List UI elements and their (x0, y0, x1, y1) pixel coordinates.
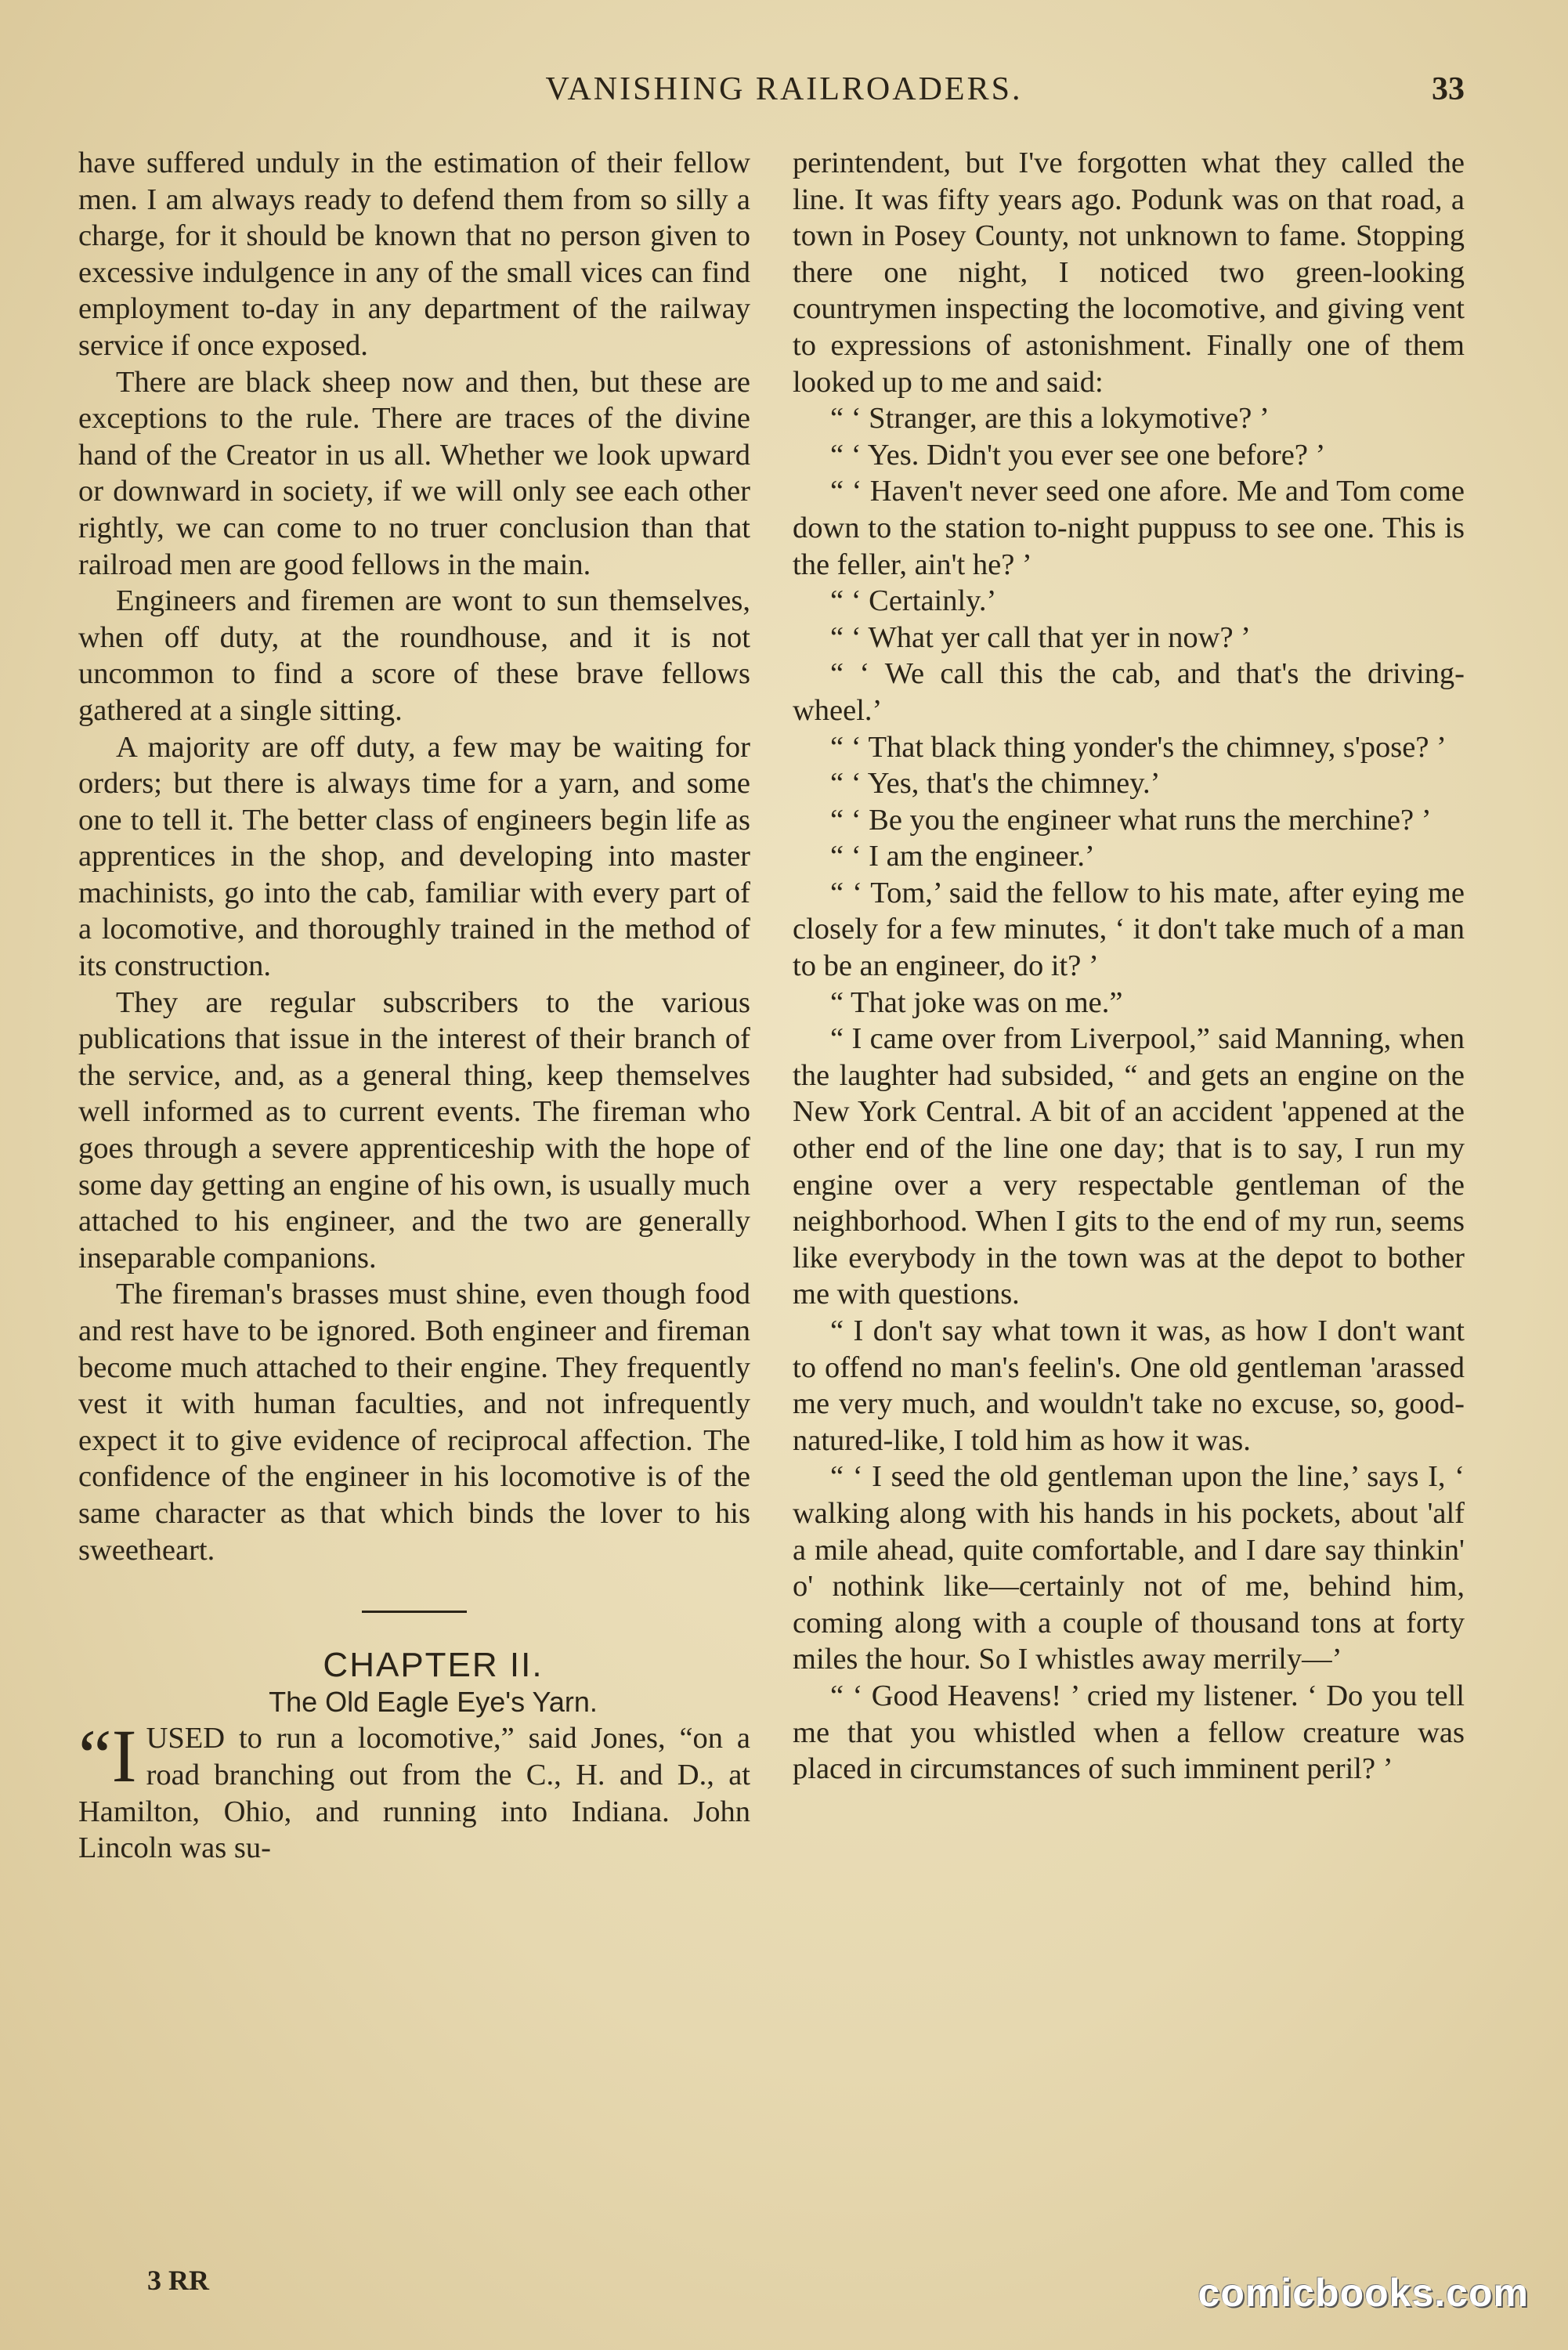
paragraph: A majority are off duty, a few may be waiting for orders; but there is always time for a yarn, and some one to tell it. The better class of engineers begin life as apprentices in the shop, and developing into master machinists, go into the cab, familiar with every part of a locomotive, and thoroughly trained in the method of its construction. (78, 730, 750, 983)
drop-cap-quote: “ (78, 1714, 112, 1799)
left-column (78, 145, 750, 1867)
paragraph: They are regular subscribers to the various publications that issue in the interest of their branch of the service, and, as a general thing, keep themselves well informed as to current events. The fireman who goes through a severe apprenticeship with the hope of some day getting an engine of his own, is usually much attached to his engineer, and the two are generally inseparable companions. (78, 985, 750, 1274)
paragraph: There are black sheep now and then, but these are exceptions to the rule. There are traces of the divine hand of the Creator in us all. Whether we look upward or downward in society, if we will only see each other rightly, we can come to no truer conclusion than that railroad men are good fellows in the main. (78, 365, 750, 581)
page-number: 33 (1432, 71, 1465, 107)
section-divider (362, 1611, 467, 1613)
paragraph: Engineers and firemen are wont to sun themselves, when off duty, at the roundhouse, and it is not uncommon to find a score of these brave fellows gathered at a single sitting. (78, 584, 750, 727)
dialogue-line: “ ‘ That black thing yonder's the chimney, s'pose? ’ (830, 730, 1447, 764)
chapter-heading: CHAPTER II. (323, 1646, 544, 1685)
paragraph: “ ‘ I seed the old gentleman upon the line,’ says I, ‘ walking along with his hands in his pockets, about 'alf a mile ahead, quite comfortable, and I dare say thinkin' o' nothink like—certainly not of me, behind him, coming along with a couple of thousand tons at forty miles the hour. So I whistles away merrily—’ (793, 1460, 1465, 1676)
signature-mark: 3 RR (147, 2265, 209, 2296)
paragraph: “ ‘ Good Heavens! ’ cried my listener. ‘ Do you tell me that you whistled when a fellow creature was placed in circumstances of such imminent peril? ’ (793, 1679, 1465, 1786)
dialogue-line: “ ‘ Tom,’ said the fellow to his mate, after eying me closely for a few minutes, ‘ it don't take much of a man to be an engineer, do it? ’ (793, 876, 1465, 983)
chapter-opening-paragraph (78, 1714, 750, 1866)
dialogue-line: “ ‘ Yes, that's the chimney.’ (830, 767, 1161, 801)
paragraph: perintendent, but I've forgotten what they called the line. It was fifty years ago. Podunk was on that road, a town in Posey County, not unknown to fame. Stopping there one night, I noticed two green-looking countrymen inspecting the locomotive, and giving vent to expressions of astonishment. Finally one of them looked up to me and said: (793, 146, 1465, 399)
dialogue-line: “ ‘ Be you the engineer what runs the merchine? ’ (830, 803, 1432, 837)
dialogue-line: “ ‘ We call this the cab, and that's the driving-wheel.’ (793, 657, 1465, 727)
opening-text: USED to run a locomotive,” said Jones, “on a road branching out from the C., H. and D., at Hamilton, Ohio, and running into Indiana. John Lincoln was su- (78, 1722, 750, 1865)
paragraph: The fireman's brasses must shine, even though food and rest have to be ignored. Both engineer and fireman become much attached to their engine. They frequently vest it with human faculties, and not infrequently expect it to give evidence of reciprocal affection. The confidence of the engineer in his locomotive is of the same character as that which binds the lover to his sweetheart. (78, 1278, 750, 1567)
drop-cap (78, 1714, 137, 1799)
page-header (0, 70, 1568, 118)
paragraph: “ I came over from Liverpool,” said Manning, when the laughter had subsided, “ and gets an engine on the New York Central. A bit of an accident 'appened at the other end of the line one day; that is to say, I run my engine over a very respectable gentleman of the neighborhood. When I gits to the end of my run, seems like everybody in the town was at the depot to bother me with questions. (793, 1022, 1465, 1311)
dialogue-line: “ ‘ Stranger, are this a lokymotive? ’ (830, 402, 1270, 436)
drop-cap-letter: I (111, 1714, 137, 1799)
paragraph: have suffered unduly in the estimation of their fellow men. I am always ready to defend them from so silly a charge, for it should be known that no person given to excessive indulgence in any of the small vices can find employment to-day in any department of the railway service if once exposed. (78, 146, 750, 362)
dialogue-line: “ ‘ Certainly.’ (830, 584, 997, 618)
dialogue-line: “ ‘ Haven't never seed one afore. Me and Tom come down to the station to-night puppuss to see one. This is the feller, ain't he? ’ (793, 475, 1465, 581)
dialogue-line: “ ‘ Yes. Didn't you ever see one before? ’ (830, 438, 1326, 472)
right-column (793, 145, 1465, 1788)
watermark: comicbooks.com (1198, 2271, 1529, 2315)
dialogue-line: “ ‘ I am the engineer.’ (830, 840, 1095, 873)
running-title: VANISHING RAILROADERS. (545, 71, 1023, 107)
dialogue-line: “ ‘ What yer call that yer in now? ’ (830, 620, 1251, 654)
chapter-subtitle: The Old Eagle Eye's Yarn. (269, 1685, 598, 1718)
dialogue-line: “ That joke was on me.” (830, 985, 1123, 1019)
paragraph: “ I don't say what town it was, as how I don't want to offend no man's feelin's. One old gentleman 'arassed me very much, and wouldn't take no excuse, so, good-natured-like, I told him as how it was. (793, 1314, 1465, 1457)
